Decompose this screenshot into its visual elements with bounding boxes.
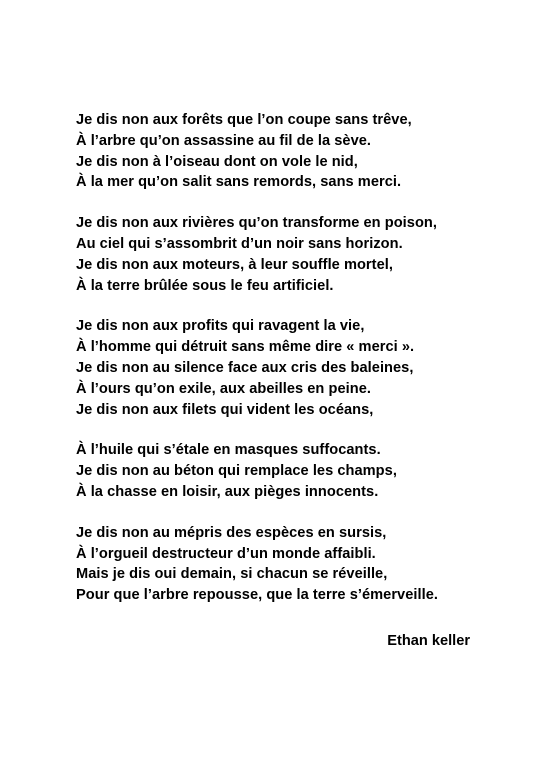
poem-line: À l’orgueil destructeur d’un monde affaibli. xyxy=(76,545,376,562)
poem-line: Je dis non à l’oiseau dont on vole le nid, xyxy=(76,153,358,170)
poem-line: À l’homme qui détruit sans même dire « merci ». xyxy=(76,339,415,356)
stanza-5 xyxy=(76,523,516,606)
poem-line: À la chasse en loisir, aux pièges innocents. xyxy=(76,483,379,500)
poem-line: Au ciel qui s’assombrit d’un noir sans horizon. xyxy=(76,235,403,252)
poem-line: À l’arbre qu’on assassine au fil de la sève. xyxy=(76,132,372,149)
poem-line: Je dis non aux filets qui vident les océans, xyxy=(76,401,374,418)
author-signature: Ethan keller xyxy=(387,633,470,649)
poem-line: À l’huile qui s’étale en masques suffocants. xyxy=(76,442,381,459)
poem-line: Je dis non aux forêts que l’on coupe sans trêve, xyxy=(76,112,412,128)
poem-line: Pour que l’arbre repousse, que la terre s’émerveille. xyxy=(76,587,438,604)
poem-line: Je dis non aux profits qui ravagent la vie, xyxy=(76,318,365,335)
poem-line: Je dis non au béton qui remplace les champs, xyxy=(76,463,397,480)
poem-line: Je dis non aux rivières qu’on transforme en poison, xyxy=(76,215,437,232)
poem-line: À la terre brûlée sous le feu artificiel. xyxy=(76,277,334,294)
stanza-1 xyxy=(76,110,516,193)
poem-line: À l’ours qu’on exile, aux abeilles en peine. xyxy=(76,380,371,397)
stanza-2 xyxy=(76,213,516,296)
poem-line: Je dis non au mépris des espèces en sursis, xyxy=(76,524,387,541)
poem-line: Je dis non aux moteurs, à leur souffle mortel, xyxy=(76,256,393,273)
poem-line: À la mer qu’on salit sans remords, sans merci. xyxy=(76,174,402,191)
poem-line: Je dis non au silence face aux cris des baleines, xyxy=(76,359,414,376)
poem xyxy=(76,110,516,626)
stanza-4 xyxy=(76,440,516,502)
poem-line: Mais je dis oui demain, si chacun se réveille, xyxy=(76,566,388,583)
stanza-3 xyxy=(76,316,516,420)
